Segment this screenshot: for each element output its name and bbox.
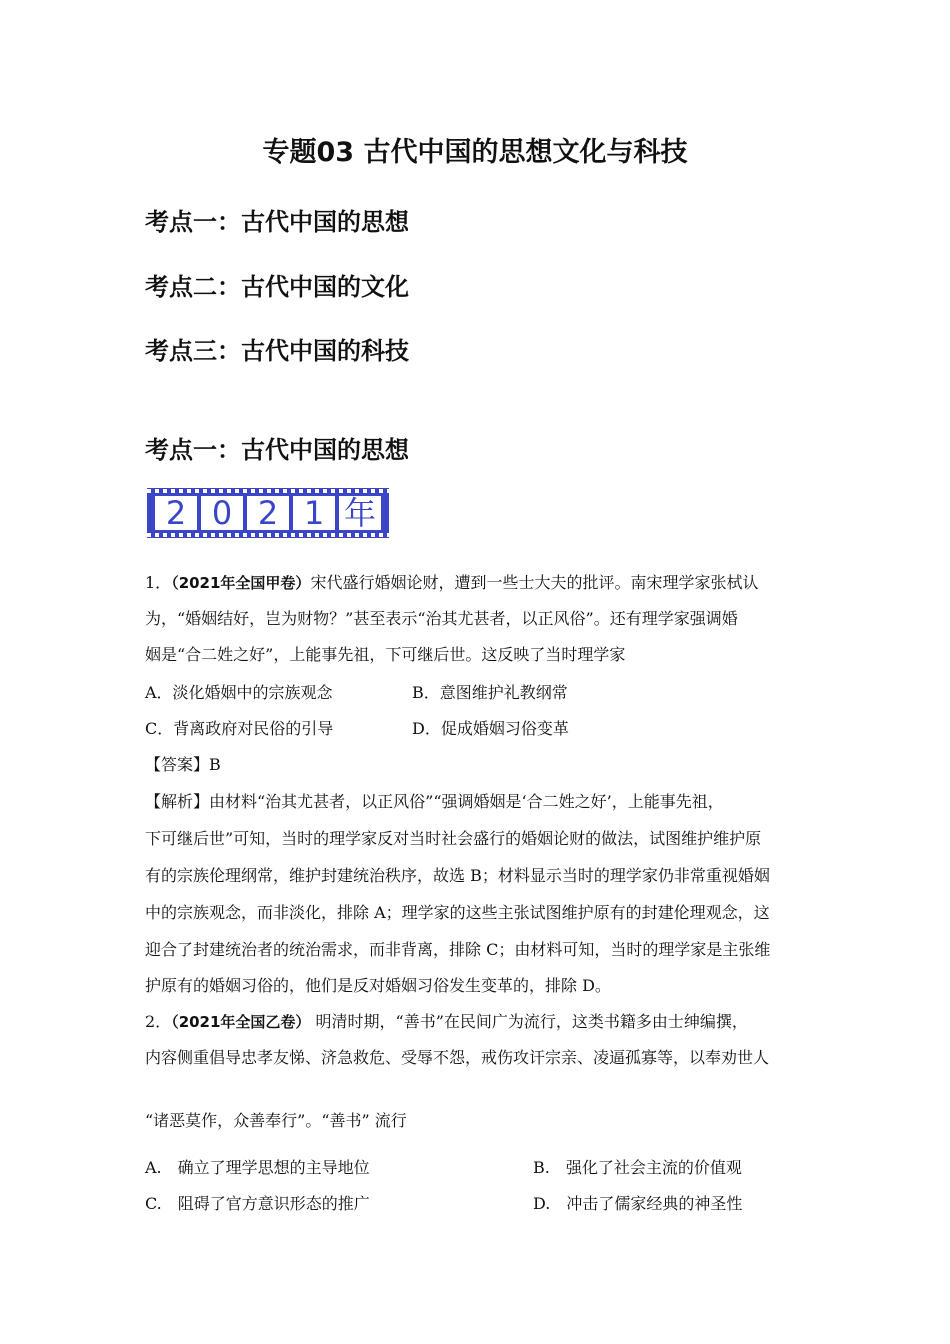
q1-source: （2021年全国甲卷） [171,574,311,592]
toc-item-3: 考点三：古代中国的科技 [145,337,409,365]
q1-option-d: D．促成婚姻习俗变革 [412,719,569,738]
q1-line: 为，“婚姻结好，岂为财物？”甚至表示“治其尤甚者，以正风俗”。还有理学家强调婚 [145,609,738,628]
q1-first-line [145,570,758,593]
q2-option-c: C. 阻碍了官方意识形态的推广 [145,1194,370,1213]
film-strip-top [147,489,389,493]
q1-analysis-line: 有的宗族伦理纲常，维护封建统治秩序，故选 B；材料显示当时的理学家仍非常重视婚姻 [145,866,770,885]
year-char: 年 [339,496,381,530]
year-digit: 1 [293,496,335,530]
year-digit: 0 [201,496,243,530]
q2-option-a: A. 确立了理学思想的主导地位 [145,1158,370,1177]
year-digit: 2 [155,496,197,530]
q2-source: （2021年全国乙卷） [171,1013,311,1031]
q2-line: 内容侧重倡导忠孝友悌、济急救危、受辱不怨，戒伤攻讦宗亲、凌逼孤寡等，以奉劝世人 [145,1048,770,1067]
section-heading: 考点一：古代中国的思想 [145,436,409,464]
q2-first-line [145,1009,748,1032]
q1-option-a: A．淡化婚姻中的宗族观念 [145,683,333,702]
year-digit: 2 [247,496,289,530]
q1-analysis-line: 迎合了封建统治者的统治需求，而非背离，排除 C；由材料可知，当时的理学家是主张维 [145,940,771,959]
q1-option-b: B．意图维护礼教纲常 [412,683,568,702]
q2-number: 2． [145,1012,172,1031]
q1-option-c: C．背离政府对民俗的引导 [145,719,334,738]
q1-answer: 【答案】B [145,755,221,774]
q2-option-b: B. 强化了社会主流的价值观 [533,1158,742,1177]
q2-option-d: D. 冲击了儒家经典的神圣性 [533,1194,743,1213]
q2-line: “诸恶莫作，众善奉行”。“善书” 流行 [145,1111,407,1130]
page-title: 专题03 古代中国的思想文化与科技 [262,137,688,168]
toc-item-2: 考点二：古代中国的文化 [145,273,409,301]
q1-line: 姻是“合二姓之好”，上能事先祖，下可继后世。这反映了当时理学家 [145,645,626,664]
q1-analysis-line: 【解析】由材料“治其尤甚者，以正风俗”“强调婚姻是‘合二姓之好’，上能事先祖， [145,792,724,811]
q1-analysis-line: 下可继后世”可知，当时的理学家反对当时社会盛行的婚姻论财的做法，试图维护维护原 [145,829,762,848]
q2-line: 明清时期，“善书”在民间广为流行，这类书籍多由士绅编撰， [310,1012,748,1031]
toc-item-1: 考点一：古代中国的思想 [145,208,409,236]
film-strip-bottom [147,533,389,537]
q1-line: 宋代盛行婚姻论财，遭到一些士大夫的批评。南宋理学家张栻认 [310,573,759,592]
q1-number: 1． [145,573,172,592]
q1-analysis-line: 中的宗族观念，而非淡化，排除 A；理学家的这些主张试图维护原有的封建伦理观念，这 [145,903,770,922]
year-banner [147,488,389,538]
q1-analysis-line: 护原有的婚姻习俗的，他们是反对婚姻习俗发生变革的，排除 D。 [145,976,611,995]
